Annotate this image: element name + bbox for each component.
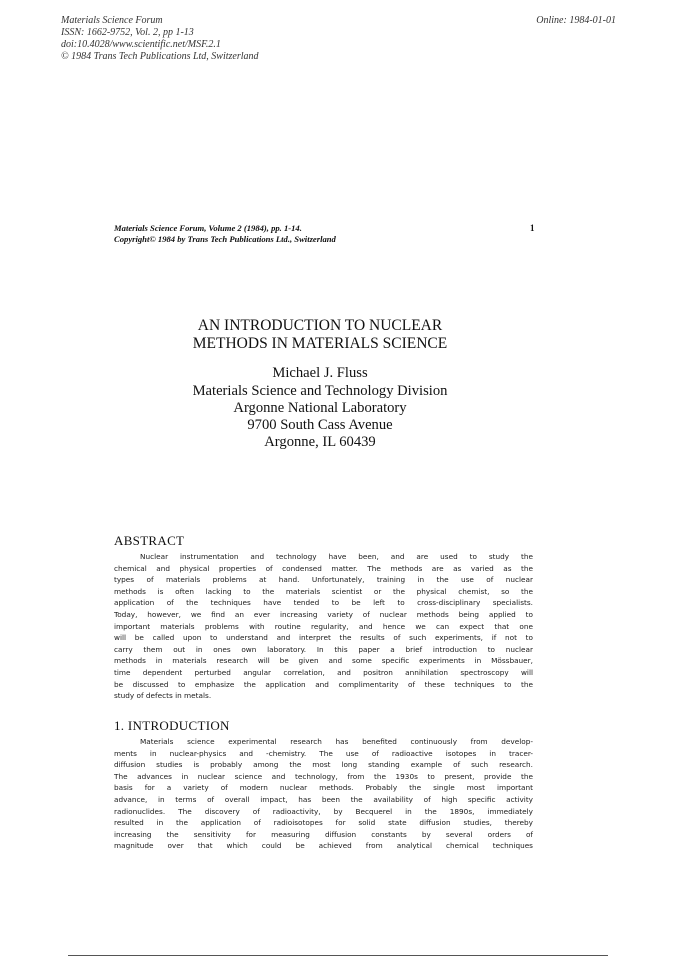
- text-line: chemical and physical properties of condensed matter. The methods are as varied as the: [114, 563, 533, 573]
- text-line: basis for a variety of modern nuclear methods. Probably the single most important: [114, 783, 533, 793]
- text-line: Today, however, we find an ever increasing variety of nuclear methods being applied to: [114, 609, 533, 619]
- introduction-body: [114, 736, 533, 852]
- text-line: increasing the sensitivity for measuring diffusion constants by several orders of: [114, 829, 533, 839]
- journal-name: Materials Science Forum: [61, 15, 163, 26]
- page-number: 1: [530, 223, 535, 233]
- text-line: diffusion studies is probably among the most long standing example of such research.: [114, 760, 533, 770]
- author-city: Argonne, IL 60439: [264, 434, 376, 450]
- text-line: radionuclides. The discovery of radioactivity, by Becquerel in the 1890s, immediately: [114, 806, 533, 816]
- online-date: Online: 1984-01-01: [536, 15, 616, 26]
- text-line: methods is often lacking to the materials scientist or the physical chemist, so the: [114, 586, 533, 596]
- section-heading-introduction: 1. INTRODUCTION: [114, 718, 230, 733]
- publication-metadata: [61, 15, 259, 63]
- title-line-2: METHODS IN MATERIALS SCIENCE: [192, 335, 448, 352]
- author-street: 9700 South Cass Avenue: [247, 417, 393, 433]
- text-line: time dependent perturbed angular correlation, and positron annihilation spectroscopy will: [114, 667, 533, 677]
- text-line: ments in nuclear-physics and -chemistry. The use of radioactive isotopes in tracer-: [114, 748, 533, 758]
- text-line: important materials problems with routine regularity, and hence we can expect that one: [114, 621, 533, 631]
- text-line: magnitude over that which could be achieved from analytical chemical techniques: [114, 841, 533, 851]
- text-line: Nuclear instrumentation and technology have been, and are used to study the: [140, 552, 533, 561]
- text-line: carry them out in ones own laboratory. In this paper a brief introduction to nuclear: [114, 644, 533, 654]
- abstract-heading: ABSTRACT: [114, 533, 185, 548]
- text-line: Materials science experimental research has benefited continuously from develop-: [140, 737, 533, 746]
- author-division: Materials Science and Technology Division: [192, 383, 448, 399]
- doi-link[interactable]: doi:10.4028/www.scientific.net/MSF.2.1: [61, 39, 221, 50]
- paper-title: [0, 317, 640, 353]
- issn-line: ISSN: 1662-9752, Vol. 2, pp 1-13: [61, 27, 194, 38]
- title-line-1: AN INTRODUCTION TO NUCLEAR: [197, 317, 443, 334]
- text-line: will be called upon to understand and interpret the results of such experiments, if not to: [114, 633, 533, 643]
- author-affiliation: [0, 365, 640, 451]
- text-line: be discussed to emphasize the application and complimentarity of these techniques to the: [114, 679, 533, 689]
- text-line: The advances in nuclear science and technology, from the 1930s to present, provide the: [114, 771, 533, 781]
- text-line: application of the techniques have tended to be left to cross-disciplinary specialists.: [114, 598, 533, 608]
- text-line: study of defects in metals.: [114, 691, 212, 701]
- text-line: advance, in terms of overall impact, has been the availability of high specific activity: [114, 794, 533, 804]
- journal-copyright: Copyright© 1984 by Trans Tech Publications Ltd., Switzerland: [114, 234, 336, 244]
- copyright-line: © 1984 Trans Tech Publications Ltd, Switzerland: [61, 51, 259, 62]
- author-name: Michael J. Fluss: [272, 365, 368, 381]
- journal-citation: Materials Science Forum, Volume 2 (1984), pp. 1-14.: [114, 223, 302, 233]
- author-lab: Argonne National Laboratory: [233, 400, 407, 416]
- text-line: methods in materials research will be given and some specific experiments in Mössbauer,: [114, 656, 533, 666]
- footer-rule: [68, 955, 608, 956]
- text-line: types of materials problems at hand. Unfortunately, training in the use of nuclear: [114, 575, 533, 585]
- journal-citation-block: [114, 223, 336, 245]
- text-line: resulted in the application of radioisotopes for solid state diffusion studies, thereby: [114, 818, 533, 828]
- abstract-body: [114, 551, 533, 702]
